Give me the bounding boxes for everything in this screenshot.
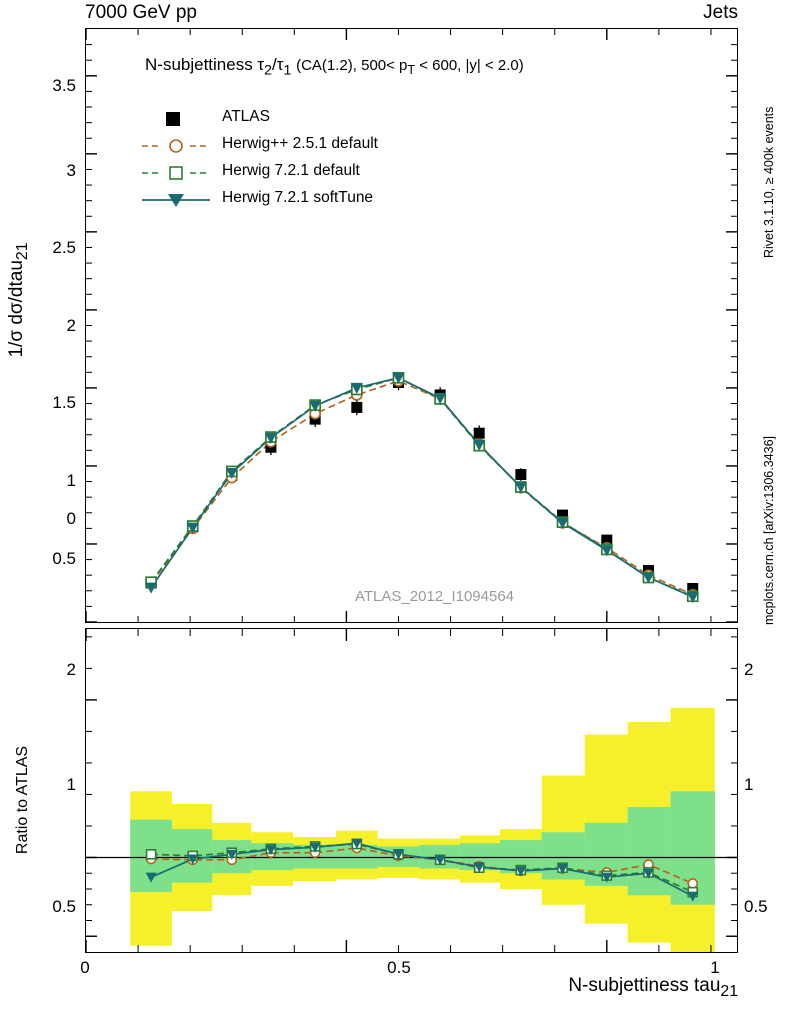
ratio-ytick-label-2-right: 2 [744, 660, 754, 679]
process-label: Jets [703, 2, 738, 23]
ytick-label-1: 1 [66, 471, 76, 490]
dataset-watermark: ATLAS_2012_I1094564 [355, 588, 515, 605]
legend-label-2: Herwig 7.2.1 default [222, 162, 360, 179]
ratio-y-axis-title: Ratio to ATLAS [14, 745, 31, 855]
mcplots-caption: mcplots.cern.ch [arXiv:1306.3436] [762, 436, 776, 625]
ytick-label-2: 2 [66, 316, 76, 335]
rivet-version-caption: Rivet 3.1.10, ≥ 400k events [762, 106, 776, 258]
main-y-axis-title: 1/σ dσ/dtau$_{21}$ [6, 242, 31, 358]
ytick-label-0: 0 [66, 509, 76, 528]
x-axis-title: N-subjettiness tau$_{21}$ [568, 975, 738, 1000]
legend-label-1: Herwig++ 2.5.1 default [222, 135, 378, 152]
beam-energy-label: 7000 GeV pp [85, 2, 197, 23]
xtick-label-0.5: 0.5 [387, 958, 411, 977]
legend-label-0: ATLAS [222, 108, 270, 125]
legend-label-3: Herwig 7.2.1 softTune [222, 189, 374, 206]
xtick-label-1: 1 [710, 958, 720, 977]
ratio-plot-panel [85, 628, 738, 953]
ytick-label-1.5: 1.5 [52, 393, 76, 412]
legend-marker-triangle-down-icon [140, 186, 212, 213]
ratio-ytick-label-2-left: 2 [66, 660, 76, 679]
ytick-label-3: 3 [66, 161, 76, 180]
ratio-ytick-label-0.5-right: 0.5 [744, 897, 768, 916]
ratio-plot-canvas [86, 629, 737, 952]
legend-marker-square-filled-icon [140, 105, 212, 132]
legend-marker-circle-open-icon [140, 132, 212, 159]
legend-marker-square-open-icon [140, 159, 212, 186]
ratio-ytick-label-1-left: 1 [66, 775, 76, 794]
ytick-label-0.5: 0.5 [52, 549, 76, 568]
ytick-label-2.5: 2.5 [52, 238, 76, 257]
ratio-ytick-label-1-right: 1 [744, 775, 754, 794]
ratio-ytick-label-0.5-left: 0.5 [52, 897, 76, 916]
ytick-label-3.5: 3.5 [52, 76, 76, 95]
plot-title: N-subjettiness $\tau_2/\tau_1$ (CA(1.2), $500< p_T < 600$, |y| < 2.0) [145, 55, 524, 79]
xtick-label-0: 0 [80, 958, 90, 977]
